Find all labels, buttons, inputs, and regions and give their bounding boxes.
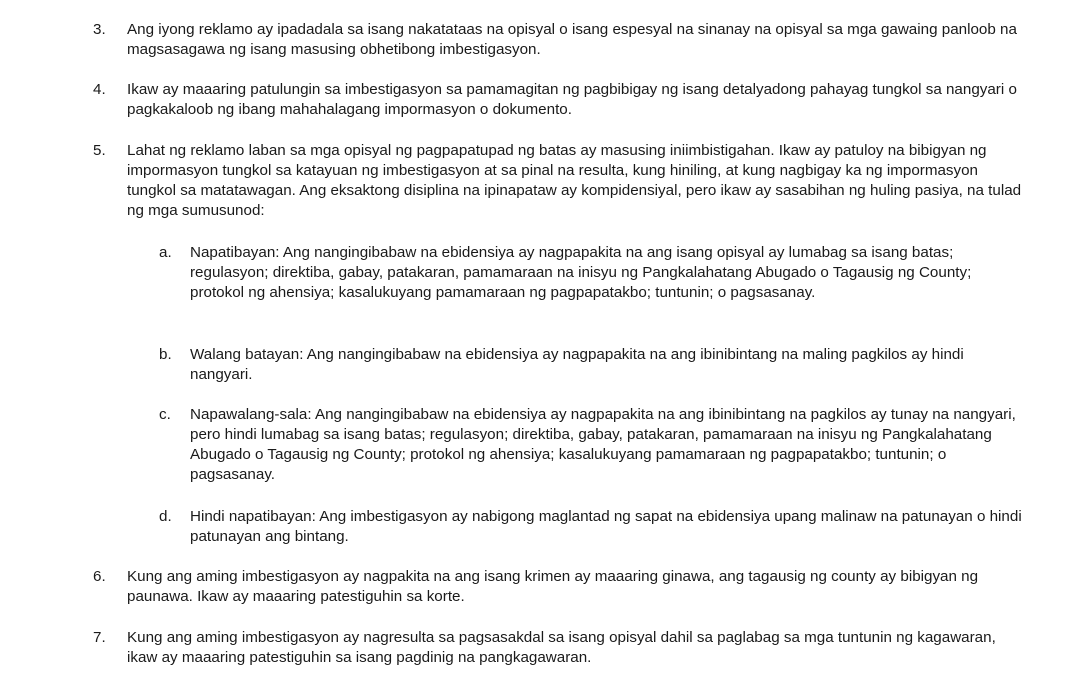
list-item-6 [93, 567, 1028, 607]
list-item-5 [93, 141, 1028, 221]
list-item-3 [93, 20, 1028, 60]
sub-item-c [159, 405, 1029, 485]
list-item-7 [93, 628, 1028, 668]
list-item-number: 6. [93, 568, 106, 585]
list-item-text: Kung ang aming imbestigasyon ay nagpakita na ang isang krimen ay maaaring ginawa, ang tagausig ng county ay bibigyan ng paunawa. Ikaw ay maaaring patestiguhin sa korte. [127, 568, 979, 605]
sub-item-text: Napawalang-sala: Ang nangingibabaw na ebidensiya ay nagpapakita na ang ibinibintang na pagkilos ay tunay na nangyari, pero hindi lumabag sa isang batas; regulasyon; direktiba, gabay, patakaran, pamamaraan na inisyu ng Pangkalahatang Abugado o Tagausig ng County; protokol ng ahensiya; kasalukuyang pamamaraan ng pagpapatakbo; tuntunin; o pagsasanay. [190, 406, 1016, 483]
list-item-number: 3. [93, 21, 106, 38]
sub-item-letter: c. [159, 406, 171, 423]
list-item-text: Ikaw ay maaaring patulungin sa imbestigasyon sa pamamagitan ng pagbibigay ng isang detalyadong pahayag tungkol sa nangyari o pagkakaloob ng ibang mahahalagang impormasyon o dokumento. [127, 81, 1017, 118]
list-item-number: 5. [93, 142, 106, 159]
list-item-number: 4. [93, 81, 106, 98]
sub-item-d [159, 507, 1029, 547]
list-item-number: 7. [93, 629, 106, 646]
sub-item-b [159, 345, 1029, 385]
sub-item-letter: a. [159, 244, 172, 261]
list-item-4 [93, 80, 1028, 120]
list-item-text: Kung ang aming imbestigasyon ay nagresulta sa pagsasakdal sa isang opisyal dahil sa paglabag sa mga tuntunin ng kagawaran, ikaw ay maaaring patestiguhin sa isang pagdinig na pangkagawaran. [127, 629, 996, 666]
sub-item-letter: d. [159, 508, 172, 525]
sub-item-letter: b. [159, 346, 172, 363]
sub-item-text: Hindi napatibayan: Ang imbestigasyon ay nabigong maglantad ng sapat na ebidensiya upang malinaw na patunayan o hindi patunayan ang bintang. [190, 508, 1022, 545]
sub-item-text: Napatibayan: Ang nangingibabaw na ebidensiya ay nagpapakita na ang isang opisyal ay lumabag sa isang batas; regulasyon; direktiba, gabay, patakaran, pamamaraan na inisyu ng Pangkalahatang Abugado o Tagausig ng County; protokol ng ahensiya; kasalukuyang pamamaraan ng pagpapatakbo; tuntunin; o pagsasanay. [190, 244, 972, 301]
list-item-text: Lahat ng reklamo laban sa mga opisyal ng pagpapatupad ng batas ay masusing iniimbistigahan. Ikaw ay patuloy na bibigyan ng impormasyon tungkol sa katayuan ng imbestigasyon at sa pinal na resulta, kung hiniling, at kung nagbigay ka ng impormasyon tungkol sa matatawagan. Ang eksaktong disiplina na ipinapataw ay kompidensiyal, pero ikaw ay sasabihan ng huling pasiya, na tulad ng mga sumusunod: [127, 142, 1022, 219]
sub-item-text: Walang batayan: Ang nangingibabaw na ebidensiya ay nagpapakita na ang ibinibintang na maling pagkilos ay hindi nangyari. [190, 346, 964, 383]
sub-item-a [159, 243, 1029, 303]
list-item-text: Ang iyong reklamo ay ipadadala sa isang nakatataas na opisyal o isang espesyal na sinanay na opisyal sa mga gawaing panloob na magsasagawa ng isang masusing obhetibong imbestigasyon. [127, 21, 1017, 58]
